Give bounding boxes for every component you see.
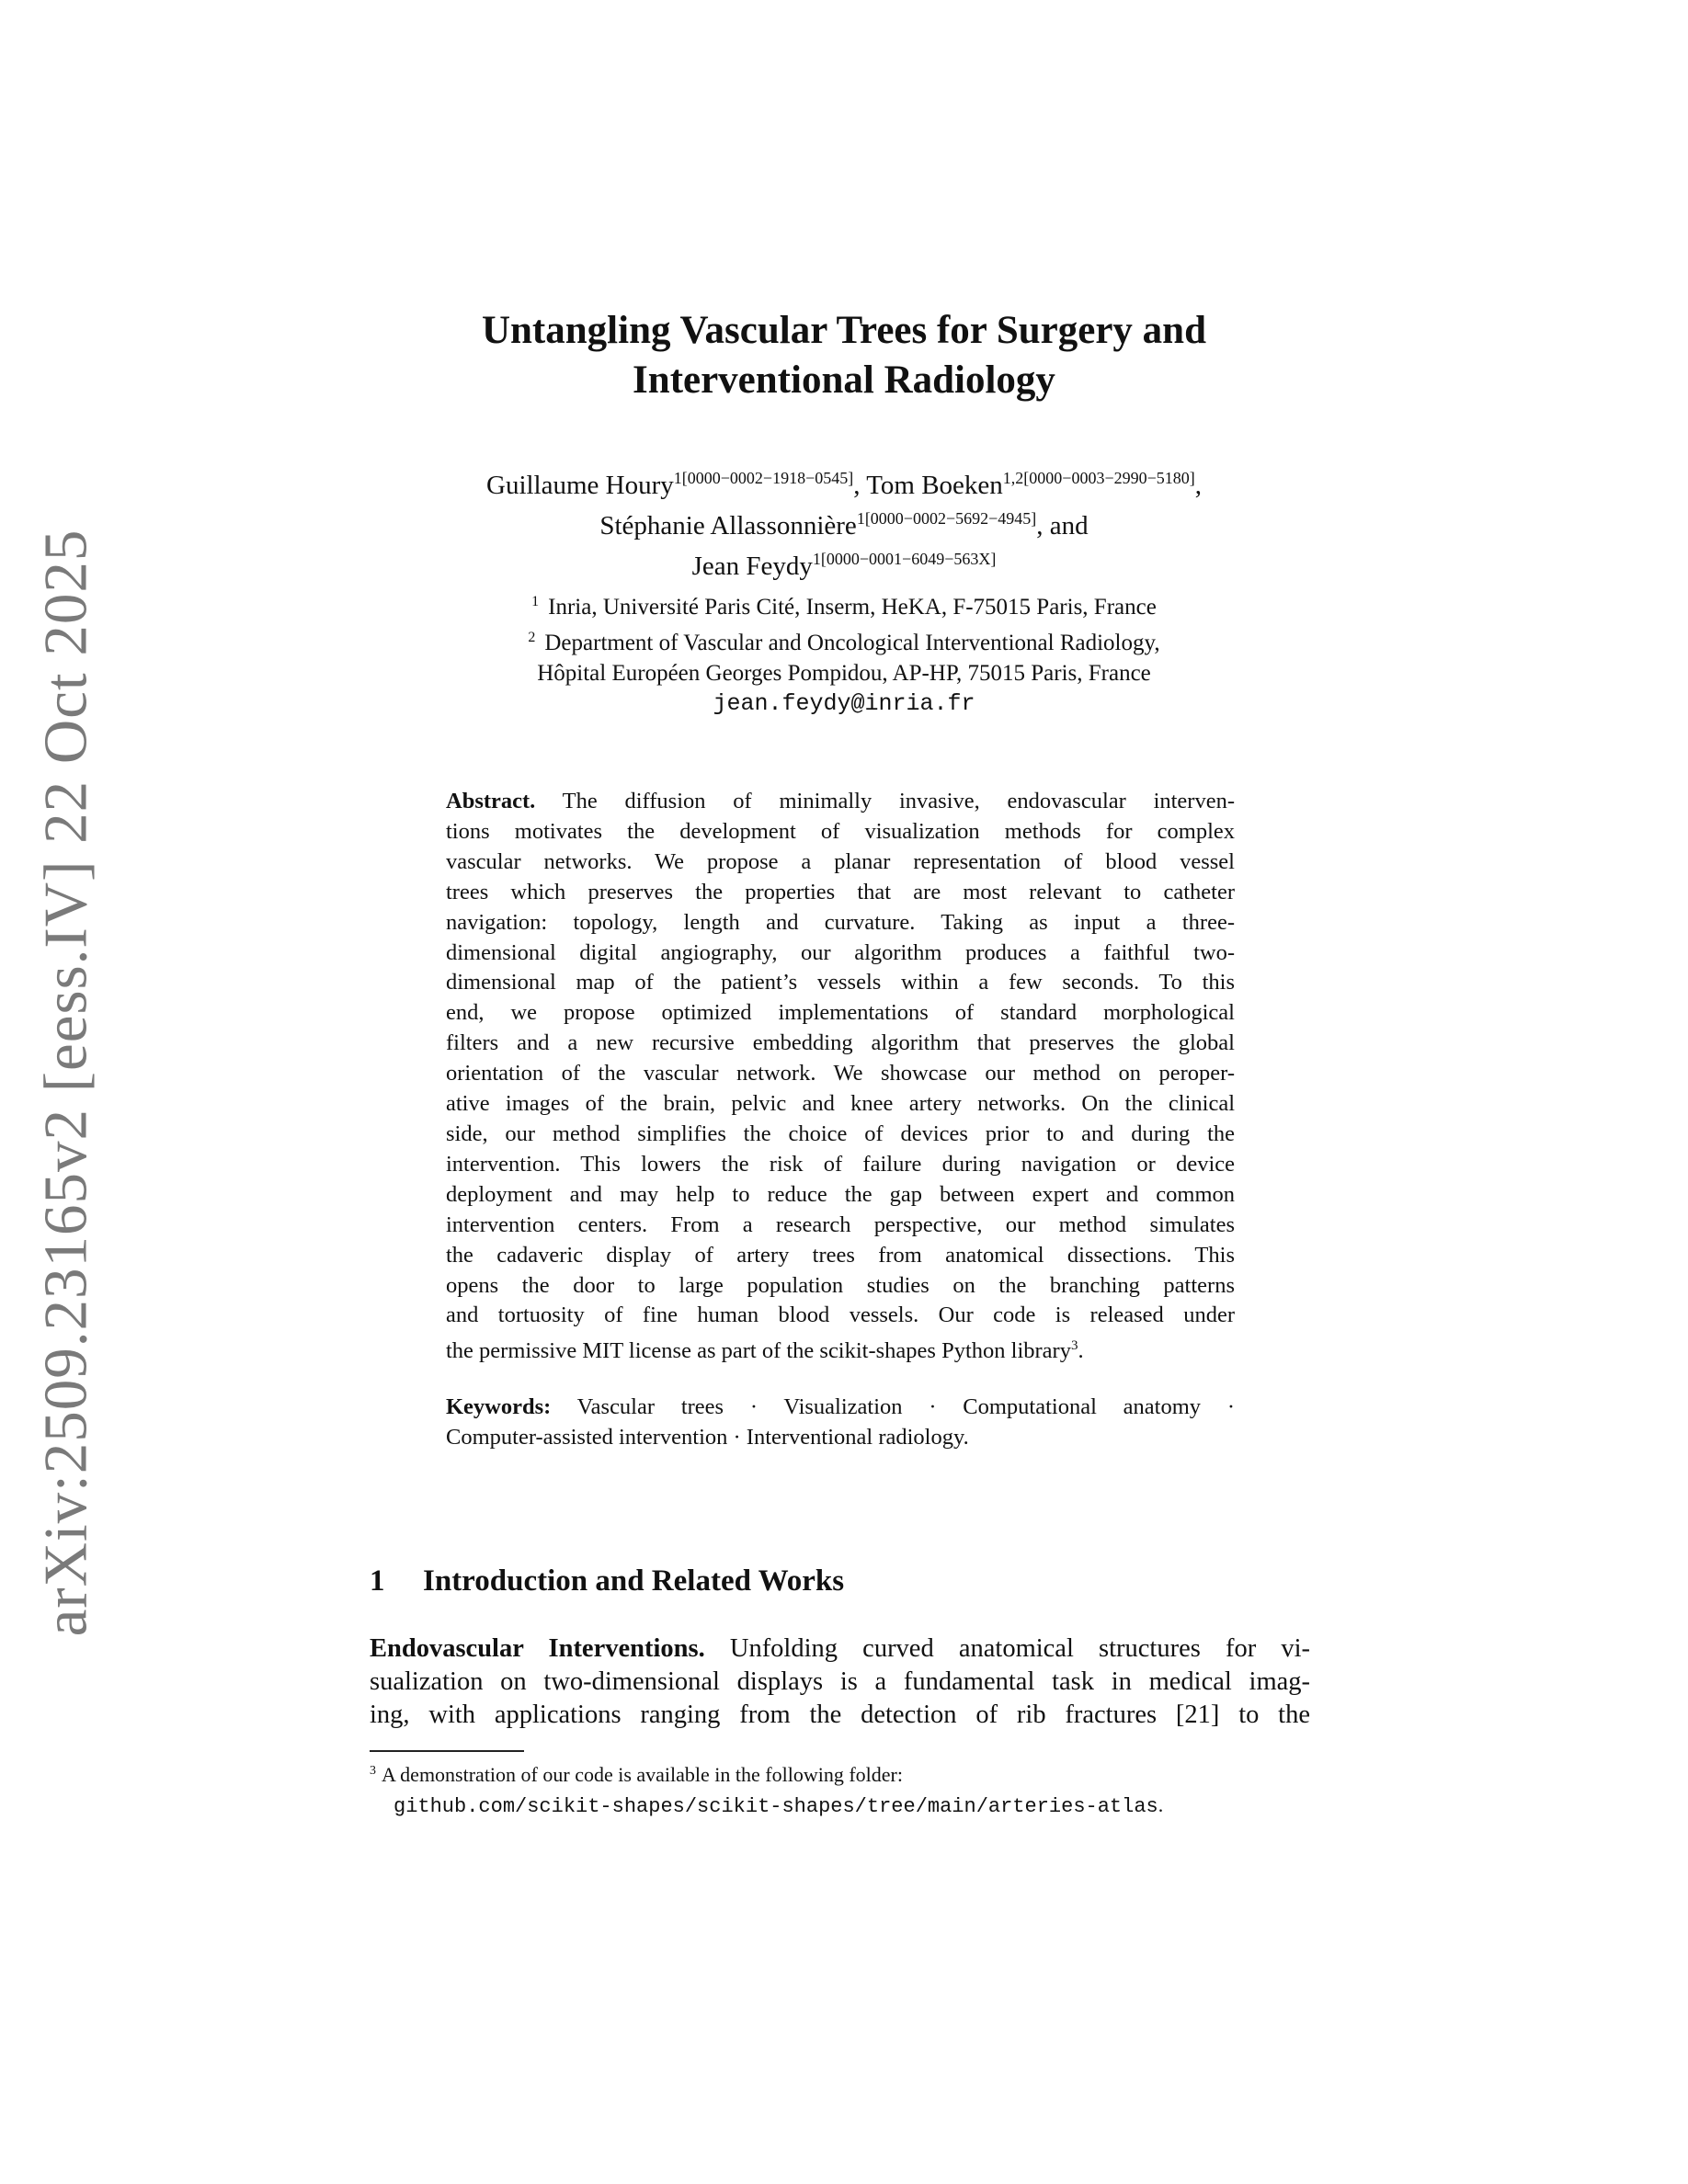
abstract-text: orientation of the vascular network. We showcase our method on peroper-	[446, 1061, 1235, 1086]
author-line	[0, 502, 1688, 542]
abstract-line	[446, 817, 1235, 847]
affiliation-number: 1	[531, 594, 540, 609]
abstract-text: vascular networks. We propose a planar representation of blood vessel	[446, 848, 1235, 874]
run-in-heading: Endovascular Interventions.	[370, 1634, 705, 1663]
abstract-line	[446, 878, 1235, 908]
abstract-line	[446, 1180, 1235, 1211]
abstract-line	[446, 847, 1235, 878]
footnote-marker[interactable]: 3	[1070, 1338, 1078, 1354]
abstract-line	[446, 1241, 1235, 1271]
author-orcid: 1[0000−0002−5692−4945]	[856, 509, 1037, 528]
affiliation-text: Inria, Université Paris Cité, Inserm, HeKA, F-75015 Paris, France	[548, 595, 1157, 620]
abstract-text: tions motivates the development of visualization methods for complex	[446, 818, 1235, 844]
affiliations	[0, 586, 1688, 719]
abstract-text: intervention centers. From a research perspective, our method simulates	[446, 1211, 1235, 1237]
abstract-line	[446, 1059, 1235, 1089]
abstract-text: navigation: topology, length and curvature. Taking as input a three-	[446, 909, 1235, 935]
affiliation	[0, 658, 1688, 688]
abstract-text: deployment and may help to reduce the gap between expert and common	[446, 1181, 1235, 1207]
author-line	[0, 461, 1688, 502]
arxiv-identifier-stamp: arXiv:2509.23165v2 [eess.IV] 22 Oct 2025	[31, 529, 100, 1637]
author-separator: , and	[1036, 511, 1089, 540]
abstract-line	[446, 998, 1235, 1029]
abstract-text: and tortuosity of fine human blood vessels. Our code is released under	[446, 1302, 1235, 1328]
abstract-period: .	[1078, 1338, 1084, 1364]
abstract-label: Abstract.	[446, 789, 536, 813]
body-line: sualization on two-dimensional displays is a fundamental task in medical imag-	[370, 1667, 1310, 1696]
abstract	[446, 787, 1235, 1367]
footnote-line	[370, 1790, 1163, 1822]
body-line	[370, 1632, 1310, 1666]
author-name: Tom Boeken	[866, 471, 1003, 500]
abstract-line	[446, 1029, 1235, 1059]
affiliation-number: 2	[528, 630, 536, 645]
footnote-link[interactable]: github.com/scikit-shapes/scikit-shapes/tree/main/arteries-atlas	[393, 1795, 1158, 1818]
section-heading	[370, 1561, 844, 1601]
title-line: Untangling Vascular Trees for Surgery and	[481, 309, 1207, 352]
abstract-line	[446, 1089, 1235, 1120]
abstract-text: dimensional digital angiography, our algorithm produces a faithful two-	[446, 939, 1235, 965]
author-separator: ,	[1194, 471, 1202, 500]
abstract-line	[446, 1271, 1235, 1302]
author-name: Jean Feydy	[691, 552, 813, 581]
keywords-text: Vascular trees · Visualization · Computational anatomy ·	[551, 1394, 1235, 1419]
keywords	[446, 1392, 1235, 1452]
author-line	[0, 542, 1688, 583]
affiliation	[0, 586, 1688, 622]
abstract-text: the permissive MIT license as part of the scikit-shapes Python library	[446, 1338, 1071, 1364]
keywords-label: Keywords:	[446, 1394, 552, 1419]
author-name: Guillaume Houry	[486, 471, 674, 500]
abstract-text: dimensional map of the patient’s vessels within a few seconds. To this	[446, 970, 1235, 995]
abstract-line	[446, 1211, 1235, 1241]
footnote-text: A demonstration of our code is available in the following folder:	[382, 1763, 903, 1786]
abstract-text: ative images of the brain, pelvic and knee artery networks. On the clinical	[446, 1091, 1235, 1117]
abstract-line	[446, 1301, 1235, 1331]
author-orcid: 1[0000−0001−6049−563X]	[812, 550, 997, 568]
footnote-number: 3	[370, 1764, 376, 1778]
author-list	[0, 461, 1688, 583]
abstract-text: opens the door to large population studies on the branching patterns	[446, 1272, 1235, 1298]
keywords-line: Computer-assisted intervention · Interventional radiology.	[446, 1425, 969, 1450]
abstract-line	[446, 1120, 1235, 1150]
author-orcid: 1[0000−0002−1918−0545]	[673, 469, 854, 487]
footnote-line	[370, 1756, 1163, 1790]
abstract-line	[446, 908, 1235, 938]
abstract-line	[446, 968, 1235, 998]
abstract-text: side, our method simplifies the choice of devices prior to and during the	[446, 1120, 1235, 1146]
body-line: ing, with applications ranging from the detection of rib fractures [21] to the	[370, 1701, 1310, 1729]
body-text: Unfolding curved anatomical structures for vi-	[704, 1634, 1310, 1663]
affiliation-text: Hôpital Européen Georges Pompidou, AP-HP, 75015 Paris, France	[537, 661, 1151, 686]
section-title: Introduction and Related Works	[423, 1564, 845, 1598]
abstract-line	[446, 1331, 1235, 1367]
abstract-text: end, we propose optimized implementations of standard morphological	[446, 1000, 1235, 1026]
abstract-text: trees which preserves the properties that are most relevant to catheter	[446, 879, 1235, 904]
abstract-text: filters and a new recursive embedding algorithm that preserves the global	[446, 1030, 1235, 1056]
abstract-text: the cadaveric display of artery trees from anatomical dissections. This	[446, 1242, 1235, 1268]
author-orcid: 1,2[0000−0003−2990−5180]	[1002, 469, 1195, 487]
author-separator: ,	[853, 471, 867, 500]
affiliation-text: Department of Vascular and Oncological Interventional Radiology,	[544, 631, 1160, 655]
keywords-line	[446, 1392, 1235, 1422]
footnote	[370, 1756, 1163, 1822]
abstract-text: The diffusion of minimally invasive, endovascular interven-	[535, 789, 1235, 813]
abstract-text: intervention. This lowers the risk of failure during navigation or device	[446, 1151, 1235, 1177]
contact-email[interactable]: jean.feydy@inria.fr	[713, 690, 975, 717]
affiliation	[0, 622, 1688, 658]
body-paragraph	[370, 1632, 1310, 1732]
title-line: Interventional Radiology	[633, 358, 1055, 402]
abstract-line	[446, 1150, 1235, 1180]
abstract-line	[446, 938, 1235, 969]
footnote-period: .	[1158, 1793, 1164, 1816]
author-name: Stéphanie Allassonnière	[599, 511, 857, 540]
paper-title	[0, 306, 1688, 405]
footnote-rule	[370, 1750, 524, 1752]
abstract-line	[446, 787, 1235, 817]
section-number: 1	[370, 1564, 385, 1598]
